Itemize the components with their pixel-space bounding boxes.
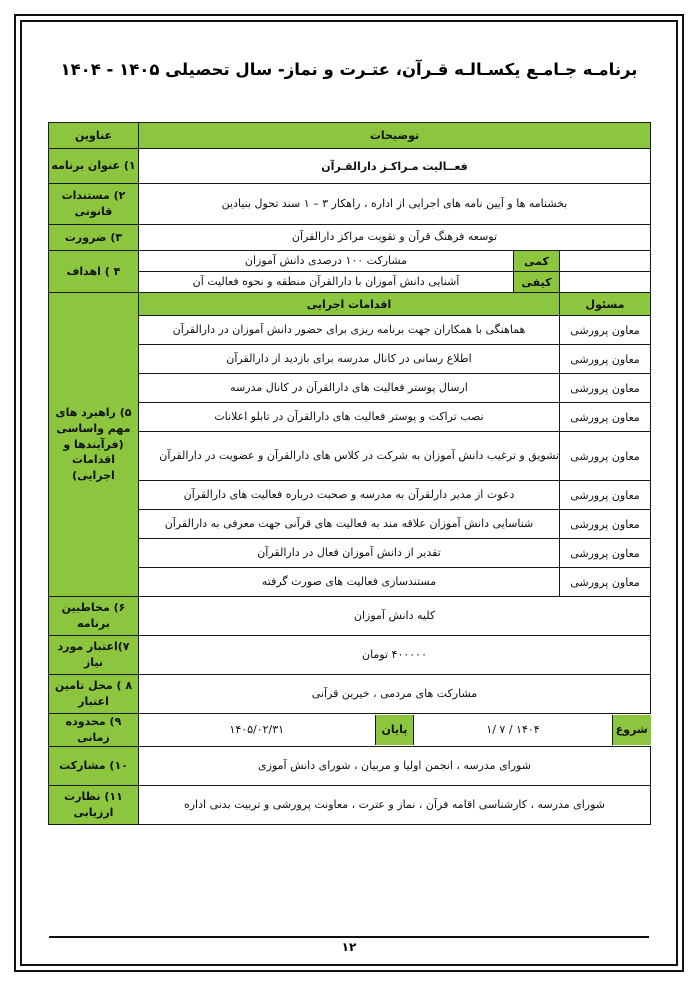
program-table-wrapper bbox=[49, 122, 651, 825]
page-frame-outer bbox=[14, 14, 684, 972]
row-label-strategies bbox=[48, 293, 138, 597]
budget-needed-value: ۴۰۰۰۰۰ تومان bbox=[138, 636, 650, 675]
row-label-audience: ۶) مخاطبین برنامه bbox=[48, 597, 138, 636]
action-row bbox=[48, 539, 650, 568]
row-label-necessity: ۳) ضرورت bbox=[48, 225, 138, 251]
table-row bbox=[48, 785, 650, 824]
action-responsible: معاون پرورشی bbox=[560, 481, 651, 510]
action-text: تقدیر از دانش آموزان فعال در دارالقرآن bbox=[138, 539, 559, 568]
table-row bbox=[48, 293, 650, 316]
row-label-participation: ۱۰) مشارکت bbox=[48, 746, 138, 785]
goals-quantitative-value: مشارکت ۱۰۰ درصدی دانش آموزان bbox=[138, 251, 513, 272]
action-responsible: معاون پرورشی bbox=[560, 568, 651, 597]
action-text: شناسایی دانش آموزان علاقه مند به فعالیت های قرآنی جهت معرفی به دارالقرآن bbox=[138, 510, 559, 539]
action-row bbox=[48, 374, 650, 403]
action-responsible: معاون پرورشی bbox=[560, 345, 651, 374]
table-row bbox=[48, 746, 650, 785]
action-row bbox=[48, 345, 650, 374]
table-row bbox=[48, 597, 650, 636]
legal-documents-label-line-1: ۲) مستندات bbox=[61, 189, 126, 203]
strategies-label-line-1: ۵) راهبرد های bbox=[55, 405, 132, 419]
action-row bbox=[48, 403, 650, 432]
column-header-titles: عناوین bbox=[48, 123, 138, 149]
goals-qualitative-value: آشنایی دانش آموزان با دارالقرآن منطقه و نحوه فعالیت آن bbox=[138, 272, 513, 293]
sub-column-header-actions: اقدامات اجرایی bbox=[138, 293, 559, 316]
action-text: هماهنگی با همکاران جهت برنامه ریزی برای حضور دانش آموزان در دارالقرآن bbox=[138, 316, 559, 345]
action-row bbox=[48, 481, 650, 510]
action-responsible: معاون پرورشی bbox=[560, 539, 651, 568]
footer-divider bbox=[49, 936, 649, 938]
action-row bbox=[48, 316, 650, 345]
goals-qualitative-kind: کیفی bbox=[514, 272, 560, 293]
action-text: نصب تراکت و پوستر فعالیت های دارالقرآن در تابلو اعلانات bbox=[138, 403, 559, 432]
action-row bbox=[48, 568, 650, 597]
row-label-goals: ۴ ) اهداف bbox=[48, 251, 138, 293]
table-row bbox=[48, 184, 650, 225]
action-text: مستندسازی فعالیت های صورت گرفته bbox=[138, 568, 559, 597]
timeframe-start-label: شروع bbox=[613, 715, 651, 745]
table-row bbox=[48, 251, 650, 272]
row-label-budget-needed: ۷)اعتبار مورد نیاز bbox=[48, 636, 138, 675]
participation-value: شورای مدرسه ، انجمن اولیا و مربیان ، شورای دانش آموزی bbox=[138, 746, 650, 785]
goals-qualitative-spacer bbox=[560, 272, 651, 293]
row-label-budget-source: ۸ ) محل تامین اعتبار bbox=[48, 675, 138, 714]
necessity-value: توسعه فرهنگ قرآن و تقویت مراکز دارالقرآن bbox=[138, 225, 650, 251]
table-header-row bbox=[48, 123, 650, 149]
audience-value: کلیه دانش آموزان bbox=[138, 597, 650, 636]
timeframe-cell bbox=[138, 714, 650, 747]
timeframe-end-label: پایان bbox=[376, 715, 414, 745]
action-row bbox=[48, 432, 650, 481]
action-responsible: معاون پرورشی bbox=[560, 510, 651, 539]
strategies-label-line-3: (فرآیندها و bbox=[63, 437, 124, 451]
column-header-details: توضیحات bbox=[138, 123, 650, 149]
action-row bbox=[48, 510, 650, 539]
action-text: ارسال پوستر فعالیت های دارالقرآن در کانال مدرسه bbox=[138, 374, 559, 403]
table-row bbox=[48, 272, 650, 293]
action-text: اطلاع رسانی در کانال مدرسه برای بازدید از دارالقرآن bbox=[138, 345, 559, 374]
strategies-label-line-2: مهم واساسی bbox=[56, 421, 131, 435]
page-number: ۱۲ bbox=[341, 940, 357, 954]
sub-column-header-responsible: مسئول bbox=[560, 293, 651, 316]
table-row bbox=[48, 225, 650, 251]
row-label-timeframe: ۹) محدوده زمانی bbox=[48, 714, 138, 747]
program-title-value: فعــالیت مـراکـز دارالقـرآن bbox=[138, 149, 650, 184]
timeframe-table bbox=[139, 715, 651, 745]
legal-documents-label-line-2: قانونی bbox=[74, 205, 113, 218]
page-title: برنامـه جـامـع یکسـالـه قـرآن، عتـرت و نماز- سال تحصیلی ۱۴۰۵ - ۱۴۰۴ bbox=[60, 60, 638, 79]
action-text: دعوت از مدیر دارلقرآن به مدرسه و صحبت درباره فعالیت های دارالقرآن bbox=[138, 481, 559, 510]
table-row bbox=[48, 714, 650, 747]
legal-documents-value: بخشنامه ها و آیین نامه های اجرایی از اداره ، راهکار ۳ – ۱ سند تحول بنیادین bbox=[138, 184, 650, 225]
action-responsible: معاون پرورشی bbox=[560, 403, 651, 432]
action-responsible: معاون پرورشی bbox=[560, 374, 651, 403]
row-label-evaluation-oversight: ۱۱) نظارت ارزیابی bbox=[48, 785, 138, 824]
table-row bbox=[48, 636, 650, 675]
budget-source-value: مشارکت های مردمی ، خیرین قرآنی bbox=[138, 675, 650, 714]
goals-quantitative-spacer bbox=[560, 251, 651, 272]
table-row bbox=[48, 149, 650, 184]
evaluation-oversight-value: شورای مدرسه ، کارشناسی اقامه فرآن ، نماز و عترت ، معاونت پرورشی و تربیت بدنی اداره bbox=[138, 785, 650, 824]
action-responsible: معاون پرورشی bbox=[560, 432, 651, 481]
timeframe-start-value: ۱۴۰۴ / ۷ /۱ bbox=[414, 715, 613, 745]
row-label-legal-documents bbox=[48, 184, 138, 225]
goals-quantitative-kind: کمی bbox=[514, 251, 560, 272]
action-responsible: معاون پرورشی bbox=[560, 316, 651, 345]
timeframe-end-value: ۱۴۰۵/۰۲/۳۱ bbox=[139, 715, 376, 745]
program-table bbox=[48, 122, 651, 825]
strategies-label-line-4: اقدامات اجرایی) bbox=[71, 453, 116, 483]
action-text: تشویق و ترغیب دانش آموزان به شرکت در کلاس های دارالقرآن و عضویت در دارالقرآن bbox=[138, 432, 559, 481]
table-row bbox=[48, 675, 650, 714]
row-label-program-title: ۱) عنوان برنامه bbox=[48, 149, 138, 184]
